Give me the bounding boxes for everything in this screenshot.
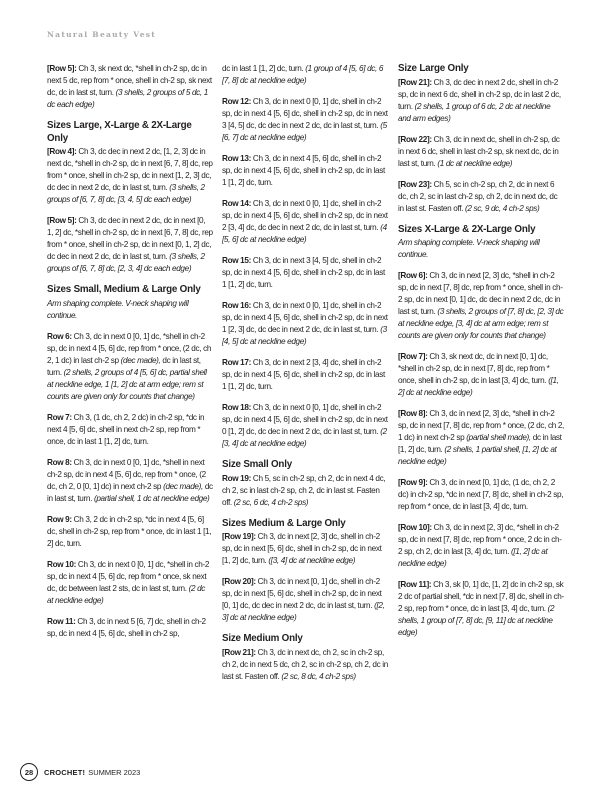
row-label: [Row 9]:	[398, 478, 428, 487]
row-label: [Row 19]:	[222, 532, 256, 541]
row-stitch-count: (3 shells, 2 groups of [7, 8] dc, [2, 3] dc at neckline edge, [3, 4] dc at arm edge; rem st counts are given only for counts that change)	[398, 307, 564, 340]
pattern-row	[222, 473, 388, 509]
page-number: 28	[20, 763, 38, 781]
row-label: Row 7:	[47, 412, 72, 422]
section-heading: Sizes Medium & Large Only	[222, 517, 346, 529]
row-label: [Row 22]:	[398, 134, 432, 144]
row-stitch-count: (partial shell made),	[464, 433, 531, 442]
magazine-brand: CROCHET!	[44, 767, 86, 777]
row-label: [Row 20]:	[222, 577, 256, 586]
row-instructions: dc in last 1 [1, 2] dc, turn.	[222, 64, 304, 73]
row-label: [Row 7]:	[398, 352, 428, 361]
row-stitch-count: (3 shells, 2 groups of [6, 7, 8] dc, [3, 4, 5] dc each edge)	[47, 183, 205, 204]
row-instructions: Ch 3, dc in next dc, ch 2, sc in ch-2 sp, ch 2, dc in next 5 dc, ch 2, sc in ch-2 sp, ch 2, dc in last st. Fasten off.	[222, 647, 388, 681]
section-heading: Size Medium Only	[222, 633, 303, 644]
row-label: [Row 8]:	[398, 409, 428, 418]
row-stitch-count: (4 [5, 6] dc at neckline edge)	[222, 223, 387, 244]
row-label: Row 16:	[222, 301, 251, 310]
pattern-row	[47, 146, 213, 206]
pattern-row	[398, 270, 564, 342]
pattern-row	[47, 514, 213, 550]
pattern-row	[222, 300, 388, 348]
row-stitch-count: (dec made),	[118, 355, 161, 365]
row-stitch-count: ([1, 2] dc at neckline edge)	[398, 376, 559, 397]
pattern-row	[47, 457, 213, 505]
row-instructions: Ch 5, sc in ch-2 sp, ch 2, dc in next 4 dc, ch 2, sc in last ch-2 sp, ch 2, dc in last st. Fasten off.	[222, 473, 386, 507]
pattern-row	[47, 412, 213, 448]
row-instructions: Ch 3, dc in next [2, 3] dc, shell in ch-2 sp, dc in next [5, 6] dc, shell in ch-2 sp, dc in next [1, 2] dc, turn.	[222, 532, 382, 565]
row-stitch-count: (2 sc, 6 dc, 4 ch-2 sps)	[231, 497, 309, 507]
row-label: Row 18:	[222, 403, 251, 412]
pattern-row	[222, 153, 388, 189]
magazine-issue: SUMMER 2023	[88, 767, 141, 777]
row-stitch-count: (2 dc at neckline edge)	[47, 583, 206, 605]
row-label: Row 6:	[47, 331, 72, 341]
row-instructions: Ch 3, sk [0, 1] dc, [1, 2] dc in ch-2 sp, sk 2 dc of partial shell, *dc in next [7, 8] dc, shell in ch-2 sp, rep from * once, dc in last [3, 4] dc, turn.	[398, 580, 564, 613]
row-instructions: Ch 3, dc in next 0 [0, 1] dc, shell in ch-2 sp, dc in next 4 [5, 6] dc, shell in ch-2 sp, dc in next 1 [2, 3] dc, dc dec in next 2 dc, dc in last st, turn.	[222, 301, 388, 334]
section-note: Arm shaping complete. V-neck shaping will continue.	[398, 238, 540, 259]
pattern-row	[47, 559, 213, 607]
pattern-row	[47, 215, 213, 275]
row-label: [Row 23]:	[398, 179, 432, 189]
section-heading: Sizes X-Large & 2X-Large Only	[398, 223, 536, 235]
row-stitch-count: (dec made),	[161, 481, 203, 491]
pattern-row	[222, 357, 388, 393]
pattern-row	[222, 255, 388, 291]
row-instructions: Ch 3, sk next dc, dc in next [0, 1] dc, *shell in ch-2 sp, dc in next [7, 8] dc, rep from * once, shell in ch-2 sp, dc in last [3, 4] dc, turn.	[398, 352, 550, 385]
row-instructions: dc in last st, turn.	[47, 355, 201, 377]
row-instructions: Ch 3, dc in next 2 [3, 4] dc, shell in ch-2 sp, dc in next 4 [5, 6] dc, shell in ch-2 sp, dc in last 1 [1, 2] dc, turn.	[222, 358, 385, 391]
row-instructions: Ch 3, dc in next 0 [0, 1] dc, shell in ch-2 sp, dc in next 4 [5, 6] dc, shell in ch-2 sp, dc in next 0 [1, 2] dc, dc dec in next 2 dc, dc in last st, turn.	[222, 403, 388, 436]
pattern-row	[47, 616, 213, 640]
section-heading: Sizes Small, Medium & Large Only	[47, 284, 201, 295]
row-instructions: Ch 3, dc in next 5 [6, 7] dc, shell in ch-2 sp, dc in next 4 [5, 6] dc, shell in ch-2 sp,	[47, 616, 206, 638]
section-heading: Sizes Large, X-Large & 2X-Large Only	[47, 120, 192, 144]
row-stitch-count: (3 shells, 2 groups of 5 dc, 1 dc each edge)	[47, 88, 208, 109]
row-label: Row 11:	[47, 616, 76, 626]
pattern-row	[222, 96, 388, 144]
pattern-row	[222, 402, 388, 450]
row-stitch-count: (2 sc, 9 dc, 4 ch-2 sps)	[463, 203, 540, 213]
row-label: [Row 11]:	[398, 580, 432, 589]
running-header-title: Natural Beauty Vest	[47, 30, 157, 39]
row-instructions: Ch 3, dc in next 0 [0, 1] dc, *shell in next ch-2 sp, dc in next 4 [5, 6] dc, rep from * once, (2 dc, ch 2, 0 [0, 1] dc) in next ch-2 sp	[47, 457, 206, 491]
row-instructions: Ch 3, dc in next 0 [0, 1] dc, *shell in ch-2 sp, dc in next 4 [5, 6] dc, rep from * once, sk next dc, dc between last 2 sts, dc in last st, turn.	[47, 559, 210, 593]
row-instructions: Ch 3, 2 dc in ch-2 sp, *dc in next 4 [5, 6] dc, shell in ch-2 sp, rep from * once, dc in last 1 [1, 2] dc, turn.	[47, 514, 212, 548]
row-instructions: Ch 3, dc dec in next 2 dc, [1, 2, 3] dc in next dc, *shell in ch-2 sp, dc in next [6, 7, 8] dc, rep from * once, shell in ch-2 sp, dc in next [1, 2, 3] dc, dc dec in next 2 dc, dc in last st, turn.	[47, 147, 213, 192]
row-instructions: Ch 3, dc in next 3 [4, 5] dc, shell in ch-2 sp, dc in next 4 [5, 6] dc, shell in ch-2 sp, dc in last 1 [1, 2] dc, turn.	[222, 256, 385, 289]
row-instructions: Ch 3, dc in next 0 [0, 1] dc, *shell in ch-2 sp, dc in next 4 [5, 6] dc, rep from * once, (2 dc, ch 2, 1 dc) in last ch-2 sp	[47, 331, 212, 365]
row-instructions: Ch 3, (1 dc, ch 2, 2 dc) in ch-2 sp, *dc in next 4 [5, 6] dc, shell in next ch-2 sp, rep from * once, dc in last 1 [1, 2] dc, turn.	[47, 412, 205, 446]
pattern-row	[398, 351, 564, 399]
row-instructions: Ch 5, sc in ch-2 sp, ch 2, dc in next 6 dc, ch 2, sc in last ch-2 sp, ch 2, dc in next dc, dc in last st. Fasten off.	[398, 179, 558, 213]
row-label: Row 15:	[222, 256, 251, 265]
row-instructions: Ch 3, dc in next [2, 3] dc, *shell in ch-2 sp, dc in next [7, 8] dc, rep from * once, 2 dc in ch-2 sp, ch 2, dc in last [3, 4] dc, turn.	[398, 523, 562, 556]
row-label: Row 14:	[222, 199, 251, 208]
row-label: Row 9:	[47, 514, 72, 524]
row-label: Row 13:	[222, 154, 251, 163]
text-column-2	[222, 63, 388, 692]
pattern-row	[222, 198, 388, 246]
row-instructions: dc in last [1, 2] dc, turn.	[398, 433, 562, 454]
section-note: Arm shaping complete. V-neck shaping will continue.	[47, 298, 189, 320]
section-heading: Size Large Only	[398, 63, 469, 74]
row-label: Row 10:	[47, 559, 76, 569]
row-instructions: Ch 3, dc dec in next 2 dc, shell in ch-2 sp, dc in next 6 dc, shell in ch-2 sp, dc in last 2 dc, turn.	[398, 77, 561, 111]
pattern-row	[222, 576, 388, 624]
pattern-row	[222, 63, 388, 87]
pattern-row	[398, 522, 564, 570]
row-label: Row 17:	[222, 358, 251, 367]
row-label: [Row 5]:	[47, 216, 77, 225]
row-instructions: Ch 3, sk next dc, *shell in ch-2 sp, dc in next 5 dc, rep from * once, shell in ch-2 sp, sk next dc, dc in last st, turn.	[47, 64, 212, 97]
row-instructions: Ch 3, dc in next dc, shell in ch-2 sp, dc in next 6 dc, shell in last ch-2 sp, sk next dc, dc in last st, turn.	[398, 134, 560, 168]
text-column-3	[398, 63, 564, 648]
row-stitch-count: (5 [6, 7] dc at neckline edge)	[222, 121, 387, 142]
row-instructions: Ch 3, dc in next 0 [0, 1] dc, shell in ch-2 sp, dc in next 4 [5, 6] dc, shell in ch-2 sp, dc in next 3 [4, 5] dc, dc dec in next 2 dc, dc in last st, turn.	[222, 97, 388, 130]
section-heading: Size Small Only	[222, 459, 292, 470]
row-label: Row 12:	[222, 97, 251, 106]
row-instructions: Ch 3, dc in next 0 [0, 1] dc, shell in ch-2 sp, dc in next 4 [5, 6] dc, shell in ch-2 sp, dc in next 2 [3, 4] dc, dc dec in next 2 dc, dc in last st, turn.	[222, 199, 388, 232]
row-instructions: Ch 3, dc dec in next 2 dc, dc in next [0, 1, 2] dc, *shell in ch-2 sp, dc in next [6, 7, 8] dc, rep from * once, shell in ch-2 sp, dc in next [0, 1, 2] dc, dc dec in next 2 dc, dc in last st, turn.	[47, 216, 213, 261]
row-instructions: Ch 3, dc in next [2, 3] dc, *shell in ch-2 sp, dc in next [7, 8] dc, rep from * once, shell in ch-2 sp, dc in next [0, 1] dc, dc dec in next 2 dc, dc in last st, turn.	[398, 271, 563, 316]
pattern-row	[47, 63, 213, 111]
row-instructions: Ch 3, dc in next [0, 1] dc, shell in ch-2 sp, dc in next [5, 6] dc, shell in ch-2 sp, dc in next [0, 1] dc, dc dec in next 2 dc, dc in last st, turn.	[222, 577, 382, 610]
row-instructions: dc in last st, turn.	[47, 481, 213, 503]
page-footer	[20, 763, 140, 781]
row-stitch-count: (2 shells, 1 group of 6 dc, 2 dc at neckline and arm edges)	[398, 101, 551, 123]
row-label: Row 19:	[222, 473, 251, 483]
pattern-row	[398, 477, 564, 513]
row-stitch-count: (2 shells, 2 groups of 4 [5, 6] dc, partial shell at neckline edge, 1 [1, 2] dc at arm edge; rem st counts are given only for counts that change)	[47, 367, 207, 401]
row-instructions: Ch 3, dc in next [0, 1] dc, (1 dc, ch 2, 2 dc) in ch-2 sp, *dc in next [7, 8] dc, shell in ch-2 sp, rep from * once, dc in last [3, 4] dc, turn.	[398, 478, 564, 511]
pattern-row	[398, 77, 564, 125]
row-label: Row 8:	[47, 457, 72, 467]
row-stitch-count: (1 dc at neckline edge)	[435, 158, 513, 168]
row-stitch-count: ([3, 4] dc at neckline edge)	[266, 556, 356, 565]
row-stitch-count: (1 group of 4 [5, 6] dc, 6 [7, 8] dc at neckline edge)	[222, 64, 384, 85]
pattern-row	[398, 579, 564, 639]
row-stitch-count: (3 shells, 2 groups of [6, 7, 8] dc, [2, 3, 4] dc each edge)	[47, 252, 205, 273]
pattern-row	[47, 331, 213, 403]
row-label: [Row 21]:	[222, 647, 256, 657]
row-instructions: Ch 3, dc in next [2, 3] dc, *shell in ch-2 sp, dc in next [7, 8] dc, rep from * once, (2 dc, ch 2, 1 dc) in next ch-2 sp	[398, 409, 564, 442]
pattern-row	[398, 134, 564, 170]
row-stitch-count: (2 [3, 4] dc at neckline edge)	[222, 427, 387, 448]
row-label: [Row 4]:	[47, 147, 77, 156]
pattern-row	[398, 179, 564, 215]
row-stitch-count: (2 sc, 8 dc, 4 ch-2 sps)	[279, 671, 356, 681]
row-stitch-count: (2 shells, 1 partial shell, [1, 2] dc at neckline edge)	[398, 445, 557, 466]
row-stitch-count: (3 [4, 5] dc at neckline edge)	[222, 325, 387, 346]
row-instructions: Ch 3, dc in next 4 [5, 6] dc, shell in ch-2 sp, dc in next 4 [5, 6] dc, shell in ch-2 sp, dc in last 1 [1, 2] dc, turn.	[222, 154, 385, 187]
row-stitch-count: ([1, 2] dc at neckline edge)	[398, 547, 548, 568]
text-column-1	[47, 63, 213, 649]
pattern-row	[398, 408, 564, 468]
row-label: [Row 6]:	[398, 271, 428, 280]
row-label: [Row 10]:	[398, 523, 432, 532]
row-label: [Row 5]:	[47, 64, 77, 73]
pattern-row	[222, 531, 388, 567]
row-stitch-count: (partial shell, 1 dc at neckline edge)	[92, 493, 210, 503]
row-stitch-count: (2 shells, 1 group of [7, 8] dc, [9, 11] dc at neckline edge)	[398, 604, 555, 637]
pattern-row	[222, 647, 388, 683]
row-stitch-count: ([2, 3] dc at neckline edge)	[222, 601, 385, 622]
row-label: [Row 21]:	[398, 77, 432, 87]
